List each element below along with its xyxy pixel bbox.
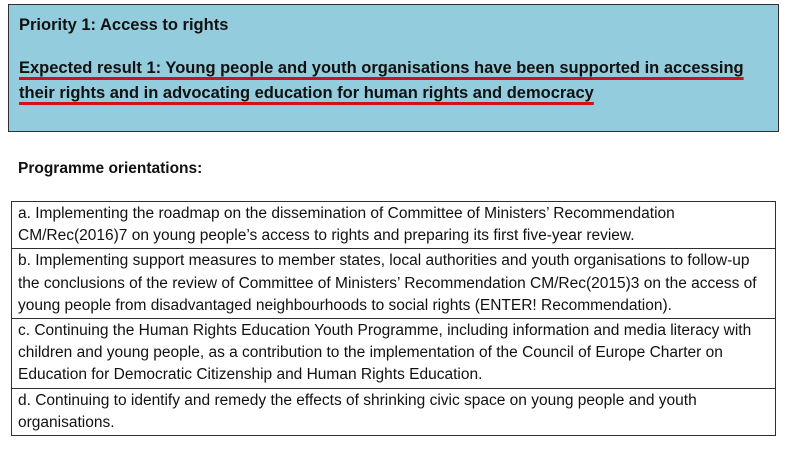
priority-title: Priority 1: Access to rights	[19, 16, 229, 34]
orientation-c: c. Continuing the Human Rights Education Youth Programme, including information and media literacy with children and young people, as a contribution to the implementation of the Council of Europe Charter on Education for Democratic Citizenship and Human Rights Education.	[12, 319, 776, 389]
orientation-d: d. Continuing to identify and remedy the effects of shrinking civic space on young people and youth organisations.	[12, 388, 776, 435]
expected-result-text: Expected result 1: Young people and youth organisations have been supported in accessing their rights and in advocating education for human rights and democracy	[19, 59, 744, 102]
priority-header-box	[8, 4, 779, 132]
expected-result	[19, 56, 768, 106]
table-row	[12, 388, 776, 435]
table-row	[12, 249, 776, 319]
orientation-a: a. Implementing the roadmap on the dissemination of Committee of Ministers’ Recommendation CM/Rec(2016)7 on young people’s access to rights and preparing its first five-year review.	[12, 202, 776, 249]
programme-orientations-title: Programme orientations:	[18, 160, 203, 177]
table-row	[12, 202, 776, 249]
orientation-b: b. Implementing support measures to member states, local authorities and youth organisations to follow-up the conclusions of the review of Committee of Ministers’ Recommendation CM/Rec(2015)3 on the access of young people from disadvantaged neighbourhoods to social rights (ENTER! Recommendation).	[12, 249, 776, 319]
orientations-table	[11, 201, 776, 436]
table-row	[12, 319, 776, 389]
